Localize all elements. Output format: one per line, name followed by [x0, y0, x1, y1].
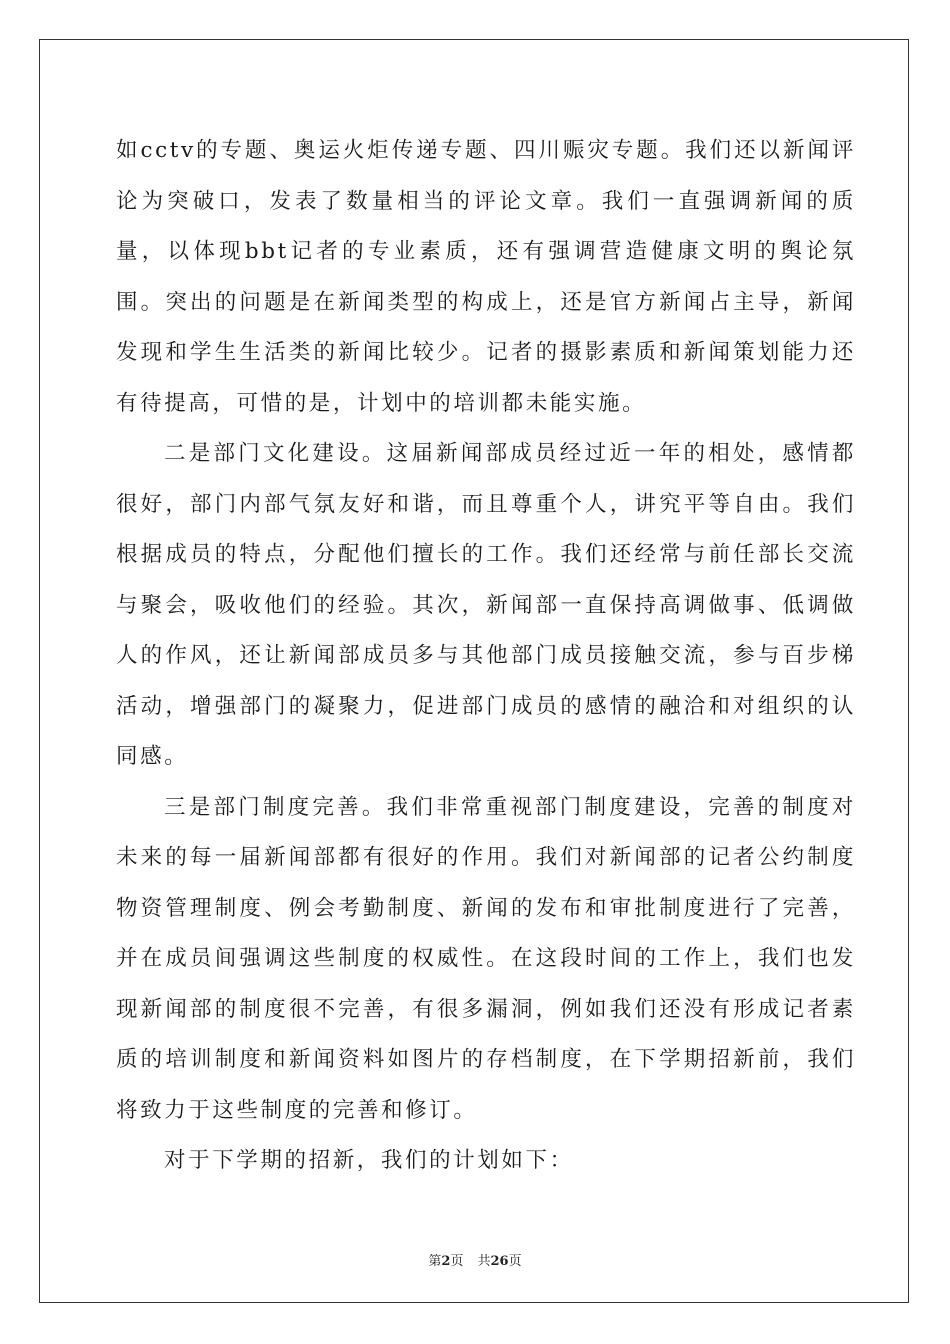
- paragraph-3: 三是部门制度完善。我们非常重视部门制度建设，完善的制度对未来的每一届新闻部都有很好的作用。我们对新闻部的记者公约制度物资管理制度、例会考勤制度、新闻的发布和审批制度进行了完善，并在成员间强调这些制度的权威性。在这段时间的工作上，我们也发现新闻部的制度很不完善，有很多漏洞，例如我们还没有形成记者素质的培训制度和新闻资料如图片的存档制度，在下学期招新前，我们将致力于这些制度的完善和修订。: [116, 794, 856, 1123]
- paragraph-1: 如cctv的专题、奥运火炬传递专题、四川赈灾专题。我们还以新闻评论为突破口，发表了数量相当的评论文章。我们一直强调新闻的质量，以体现bbt记者的专业素质，还有强调营造健康文明的舆论氛围。突出的问题是在新闻类型的构成上，还是官方新闻占主导，新闻发现和学生生活类的新闻比较少。记者的摄影素质和新闻策划能力还有待提高，可惜的是，计划中的培训都未能实施。: [116, 138, 856, 416]
- paragraph-4: 对于下学期的招新，我们的计划如下：: [164, 1148, 574, 1173]
- page-suffix: 页: [450, 1254, 464, 1269]
- total-prefix: 共: [477, 1254, 491, 1269]
- page-footer: [0, 1250, 950, 1269]
- page-number: 2: [441, 1254, 451, 1269]
- document-body: [116, 126, 856, 1187]
- paragraph-2: 二是部门文化建设。这届新闻部成员经过近一年的相处，感情都很好，部门内部气氛友好和谐，而且尊重个人，讲究平等自由。我们根据成员的特点，分配他们擅长的工作。我们还经常与前任部长交流与聚会，吸收他们的经验。其次，新闻部一直保持高调做事、低调做人的作风，还让新闻部成员多与其他部门成员接触交流，参与百步梯活动，增强部门的凝聚力，促进部门成员的感情的融洽和对组织的认同感。: [116, 441, 856, 769]
- total-suffix: 页: [508, 1254, 522, 1269]
- page-prefix: 第: [428, 1254, 442, 1269]
- total-pages: 26: [490, 1254, 509, 1269]
